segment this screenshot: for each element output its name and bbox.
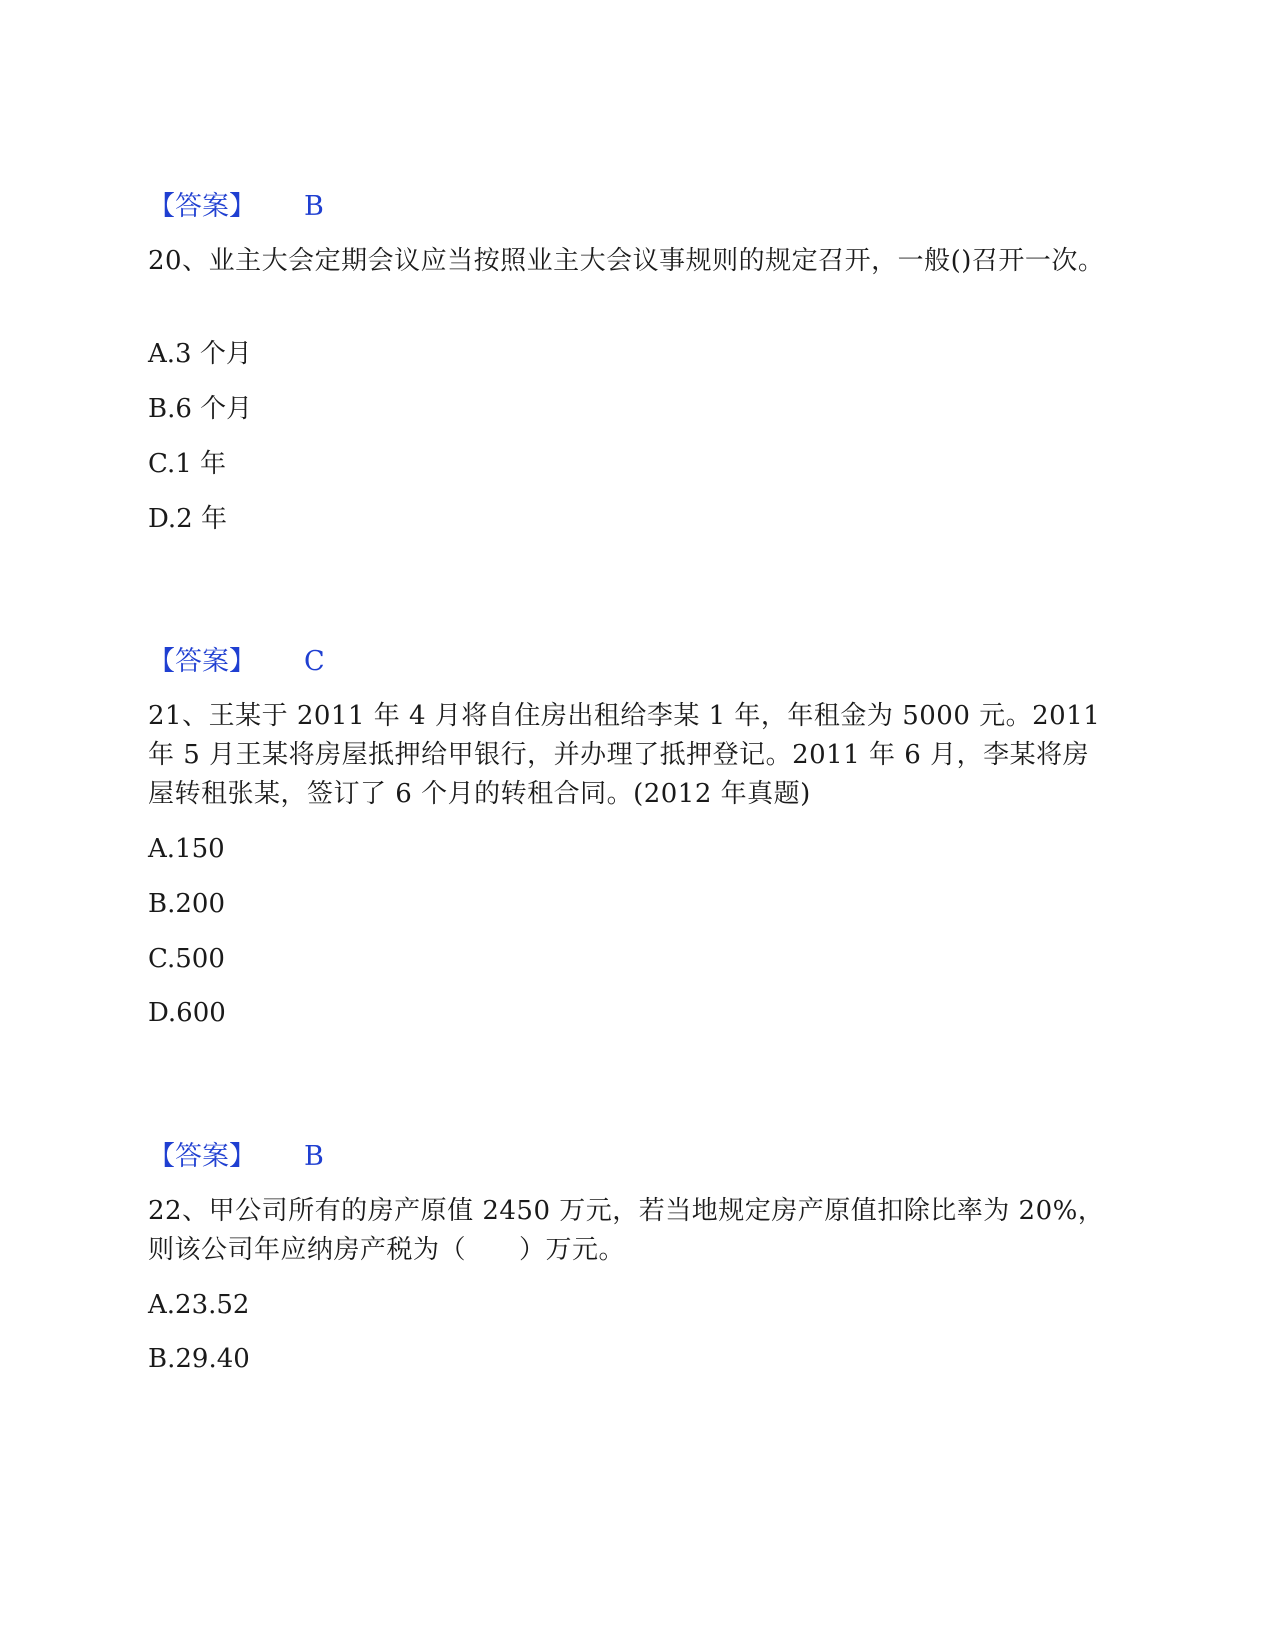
answer-label: 【答案】 bbox=[148, 191, 256, 222]
option-c: C.500 bbox=[148, 944, 225, 974]
answer-value: B bbox=[304, 191, 324, 222]
answer-line bbox=[148, 190, 324, 224]
question-21: 21、王某于 2011 年 4 月将自住房出租给李某 1 年，年租金为 5000 元。2011 年 5 月王某将房屋抵押给甲银行，并办理了抵押登记。2011 年 6 月，李某将房屋转租张某，签订了 6 个月的转租合同。(2012 年真题) bbox=[148, 701, 1101, 809]
option-a: A.3 个月 bbox=[148, 339, 252, 369]
question-22: 22、甲公司所有的房产原值 2450 万元，若当地规定房产原值扣除比率为 20%，则该公司年应纳房产税为（ ）万元。 bbox=[148, 1196, 1105, 1265]
option-b: B.200 bbox=[148, 889, 225, 919]
answer-label: 【答案】 bbox=[148, 1141, 256, 1172]
question-20: 20、业主大会定期会议应当按照业主大会议事规则的规定召开，一般()召开一次。 bbox=[148, 246, 1105, 276]
answer-line bbox=[148, 1140, 324, 1174]
option-b: B.29.40 bbox=[148, 1344, 250, 1374]
option-d: D.2 年 bbox=[148, 504, 227, 534]
option-d: D.600 bbox=[148, 998, 226, 1028]
answer-value: C bbox=[304, 646, 325, 677]
answer-line bbox=[148, 645, 325, 679]
option-a: A.23.52 bbox=[148, 1290, 250, 1320]
option-c: C.1 年 bbox=[148, 449, 227, 479]
answer-value: B bbox=[304, 1141, 324, 1172]
option-b: B.6 个月 bbox=[148, 394, 253, 424]
answer-label: 【答案】 bbox=[148, 646, 256, 677]
option-a: A.150 bbox=[148, 834, 225, 864]
